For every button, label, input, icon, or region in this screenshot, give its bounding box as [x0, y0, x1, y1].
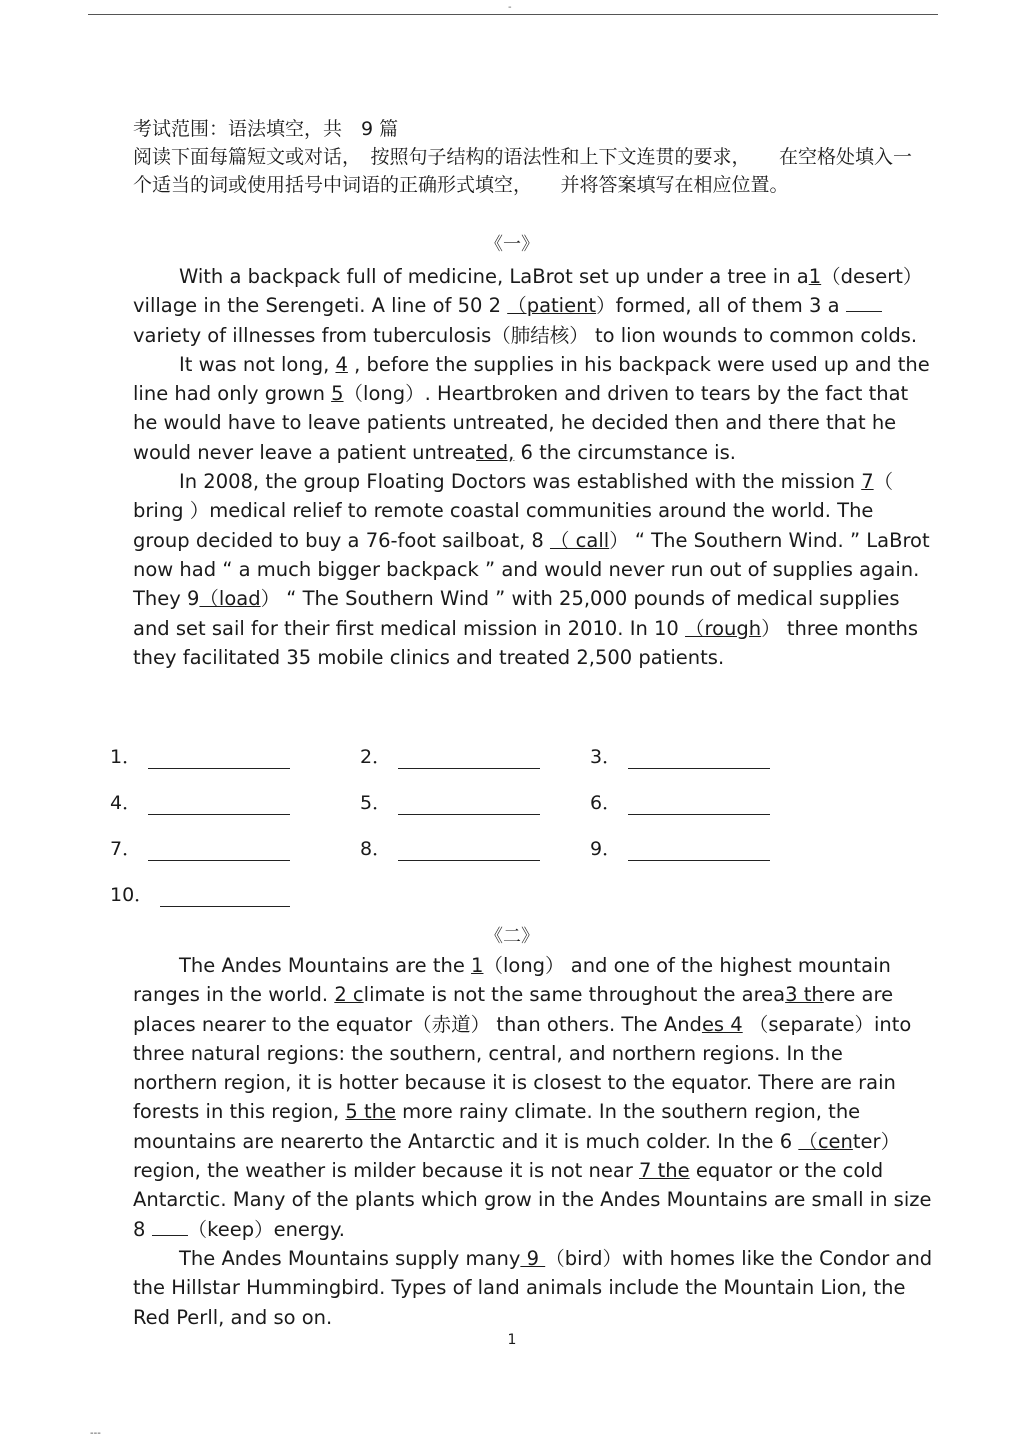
passage-1-para-1: With a backpack full of medicine, LaBrot set up under a tree in a1（desert） village in the Serengeti. A line of 50 2 （patient）formed, all of them 3 a variety of illnesses from tuberculosis（肺结核） to lion wounds to common colds. — [133, 265, 923, 347]
answer-slot[interactable]: 3． — [590, 742, 770, 769]
corner-mark: --- — [90, 1428, 101, 1439]
answer-row — [110, 788, 810, 834]
answer-slot[interactable]: 9． — [590, 834, 770, 861]
section-title-2: 《二》 — [485, 926, 539, 947]
section-title-1: 《一》 — [485, 234, 539, 255]
passage-2-para-1: The Andes Mountains are the 1（long） and one of the highest mountain ranges in the world. 2 climate is not the same throughout the area3 there are places nearer to the equator（赤道） than others. The Andes 4 （separate）into three natural regions: the southern, central, and northern regions. In the northern region, it is hotter because it is closest to the equator. There are rain forests in this region, 5 the more rainy climate. In the southern region, the mountains are nearerto the Antarctic and it is much colder. In the 6 （center）region, the weather is milder because it is not near 7 the equator or the cold Antarctic. Many of the plants which grow in the Andes Mountains are small in size 8 （keep）energy. — [133, 954, 932, 1241]
answer-sheet — [110, 742, 810, 926]
instructions-text: 阅读下面每篇短文或对话， 按照句子结构的语法性和上下文连贯的要求， 在空格处填入一个适当的词或使用括号中词语的正确形式填空， 并将答案填写在相应位置。 — [133, 146, 913, 196]
passage-1-para-2: It was not long, 4 , before the supplies in his backpack were used up and the line had only grown 5（long）. Heartbroken and driven to tears by the fact that he would have to leave patients untreated, he decided then and there that he would never leave a patient untreated, 6 the circumstance is. — [133, 352, 930, 464]
answer-slot[interactable]: 7． — [110, 834, 290, 861]
page-number: 1 — [507, 1332, 517, 1348]
top-rule — [88, 14, 938, 15]
passage-2-para-2: The Andes Mountains supply many 9 （bird）with homes like the Condor and the Hillstar Hummingbird. Types of land animals include the Mountain Lion, the Red Perll, and so on. — [133, 1246, 933, 1329]
instructions-header — [133, 115, 913, 199]
passage-1-para-3: In 2008, the group Floating Doctors was established with the mission 7（ bring ）medical relief to remote coastal communities around the world. The group decided to buy a 76-foot sailboat, 8 （ call） “ The Southern Wind. ” LaBrot now had “ a much bigger backpack ” and would never run out of supplies again. They 9（load） “ The Southern Wind ” with 25,000 pounds of medical supplies and set sail for their first medical mission in 2010. In 10 （rough） three months they facilitated 35 mobile clinics and treated 2,500 patients. — [133, 470, 930, 669]
passage-1 — [133, 262, 933, 672]
answer-slot[interactable]: 5． — [360, 788, 540, 815]
answer-slot[interactable]: 1． — [110, 742, 290, 769]
passage-2 — [133, 951, 933, 1332]
answer-slot[interactable]: 4． — [110, 788, 290, 815]
blank-8 — [152, 1219, 188, 1236]
exam-scope: 考试范围：语法填空，共 9 篇 — [133, 118, 399, 140]
answer-row — [110, 834, 810, 880]
answer-slot[interactable]: 6． — [590, 788, 770, 815]
blank-3 — [846, 295, 882, 312]
answer-slot[interactable]: 2． — [360, 742, 540, 769]
answer-row — [110, 880, 810, 926]
answer-slot[interactable]: 8． — [360, 834, 540, 861]
answer-row — [110, 742, 810, 788]
top-mark: - — [508, 2, 512, 13]
answer-slot[interactable]: 10． — [110, 880, 290, 907]
